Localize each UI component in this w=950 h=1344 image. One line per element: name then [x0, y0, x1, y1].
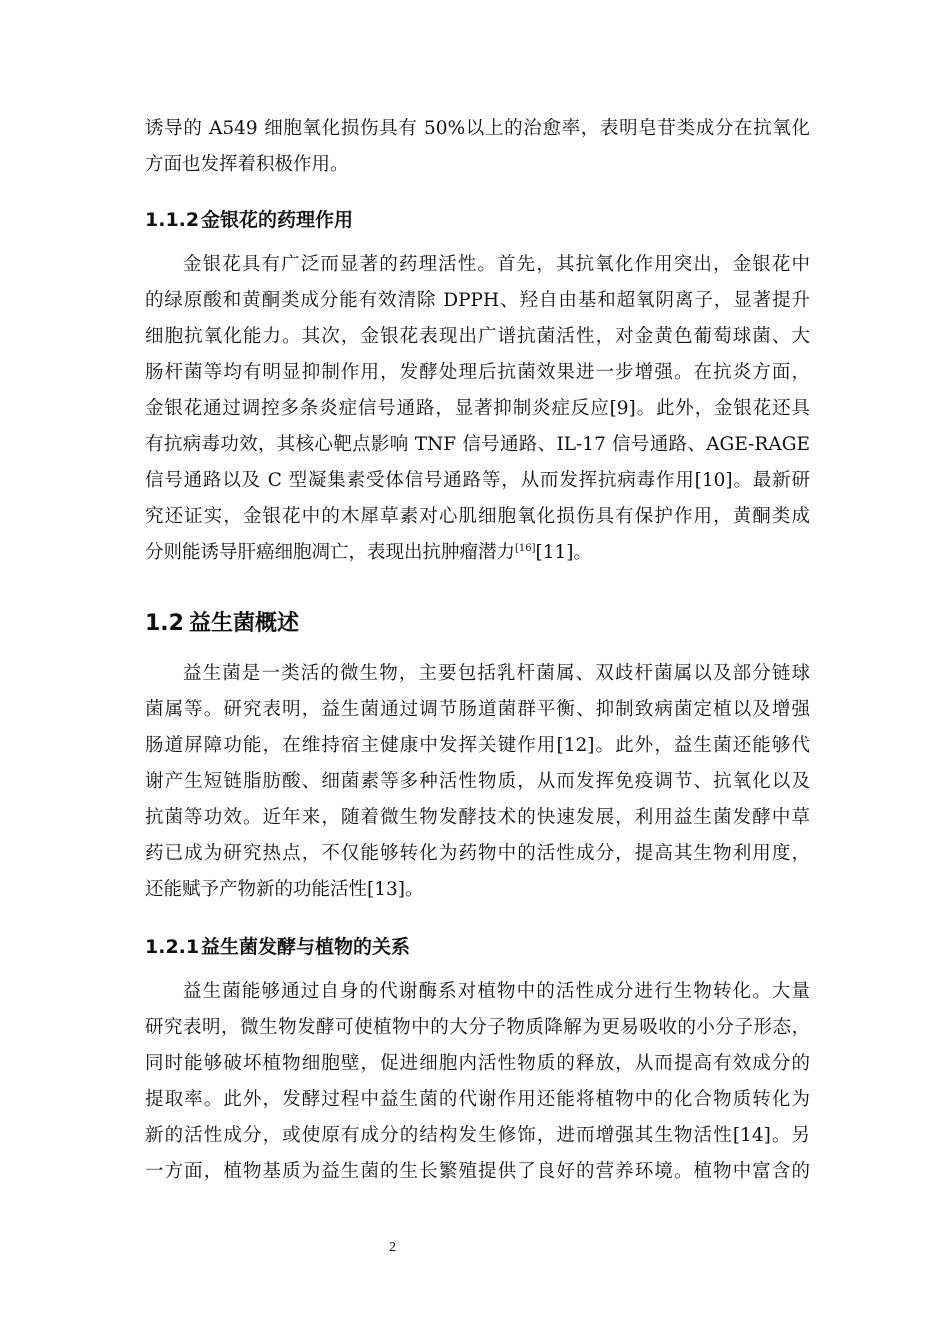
- paragraph-line: 菌属等。研究表明，益生菌通过调节肠道菌群平衡、抑制致病菌定植以及增强: [145, 699, 810, 720]
- paragraph-line: 还能赋予产物新的功能活性[13]。: [145, 879, 424, 900]
- paragraph-line: 信号通路以及 C 型凝集素受体信号通路等，从而发挥抗病毒作用[10]。最新研: [145, 470, 810, 491]
- paragraph-line: 金银花通过调控多条炎症信号通路，显著抑制炎症反应[9]。此外，金银花还具: [145, 398, 810, 419]
- paragraph-line: 方面也发挥着积极作用。: [145, 154, 349, 175]
- paragraph-line: 细胞抗氧化能力。其次，金银花表现出广谱抗菌活性，对金黄色葡萄球菌、大: [145, 326, 810, 347]
- paragraph-line: 抗菌等功效。近年来，随着微生物发酵技术的快速发展，利用益生菌发酵中草: [145, 807, 810, 828]
- paragraph-line: [145, 541, 810, 565]
- section-title: 益生菌概述: [189, 611, 300, 636]
- line-text: 分则能诱导肝癌细胞凋亡，表现出抗肿瘤潜力: [145, 542, 516, 563]
- section-number: 1.1.2: [145, 209, 200, 231]
- section-heading-1-2-1: [145, 935, 410, 959]
- paragraph-line: 有抗病毒功效，其核心靶点影响 TNF 信号通路、IL-17 信号通路、AGE-RAGE: [145, 434, 810, 455]
- paragraph-line: 提取率。此外，发酵过程中益生菌的代谢作用还能将植物中的化合物质转化为: [145, 1089, 810, 1110]
- section-number: 1.2.1: [145, 936, 200, 958]
- paragraph-line: 诱导的 A549 细胞氧化损伤具有 50%以上的治愈率，表明皂苷类成分在抗氧化: [145, 118, 810, 139]
- paragraph-line: 药已成为研究热点，不仅能够转化为药物中的活性成分，提高其生物利用度，: [145, 843, 810, 864]
- line-text: [11]。: [535, 542, 593, 563]
- paragraph-line: 的绿原酸和黄酮类成分能有效清除 DPPH、羟自由基和超氧阴离子，显著提升: [145, 290, 810, 311]
- paragraph-line: 谢产生短链脂肪酸、细菌素等多种活性物质，从而发挥免疫调节、抗氧化以及: [145, 771, 810, 792]
- page-number: 2: [389, 1240, 396, 1255]
- paragraph-line: 一方面，植物基质为益生菌的生长繁殖提供了良好的营养环境。植物中富含的: [145, 1161, 810, 1182]
- paragraph-line: 研究表明，微生物发酵可使植物中的大分子物质降解为更易吸收的小分子形态，: [145, 1017, 810, 1038]
- paragraph-line: 益生菌能够通过自身的代谢酶系对植物中的活性成分进行生物转化。大量: [183, 981, 810, 1002]
- section-title: 益生菌发酵与植物的关系: [201, 936, 411, 958]
- paragraph-line: 同时能够破坏植物细胞壁，促进细胞内活性物质的释放，从而提高有效成分的: [145, 1053, 810, 1074]
- superscript-citation: [16]: [515, 543, 536, 554]
- paragraph-line: 新的活性成分，或使原有成分的结构发生修饰，进而增强其生物活性[14]。另: [145, 1125, 810, 1146]
- section-heading-1-1-2: [145, 208, 353, 232]
- paragraph-line: 肠杆菌等均有明显抑制作用，发酵处理后抗菌效果进一步增强。在抗炎方面，: [145, 362, 810, 383]
- section-heading-1-2: [145, 610, 299, 638]
- paragraph-line: 益生菌是一类活的微生物，主要包括乳杆菌属、双歧杆菌属以及部分链球: [183, 663, 810, 684]
- section-number: 1.2: [145, 611, 184, 636]
- paragraph-line: 肠道屏障功能，在维持宿主健康中发挥关键作用[12]。此外，益生菌还能够代: [145, 735, 810, 756]
- paragraph-line: 究还证实，金银花中的木犀草素对心肌细胞氧化损伤具有保护作用，黄酮类成: [145, 506, 810, 527]
- section-title: 金银花的药理作用: [201, 209, 354, 231]
- paragraph-line: 金银花具有广泛而显著的药理活性。首先，其抗氧化作用突出，金银花中: [183, 254, 810, 275]
